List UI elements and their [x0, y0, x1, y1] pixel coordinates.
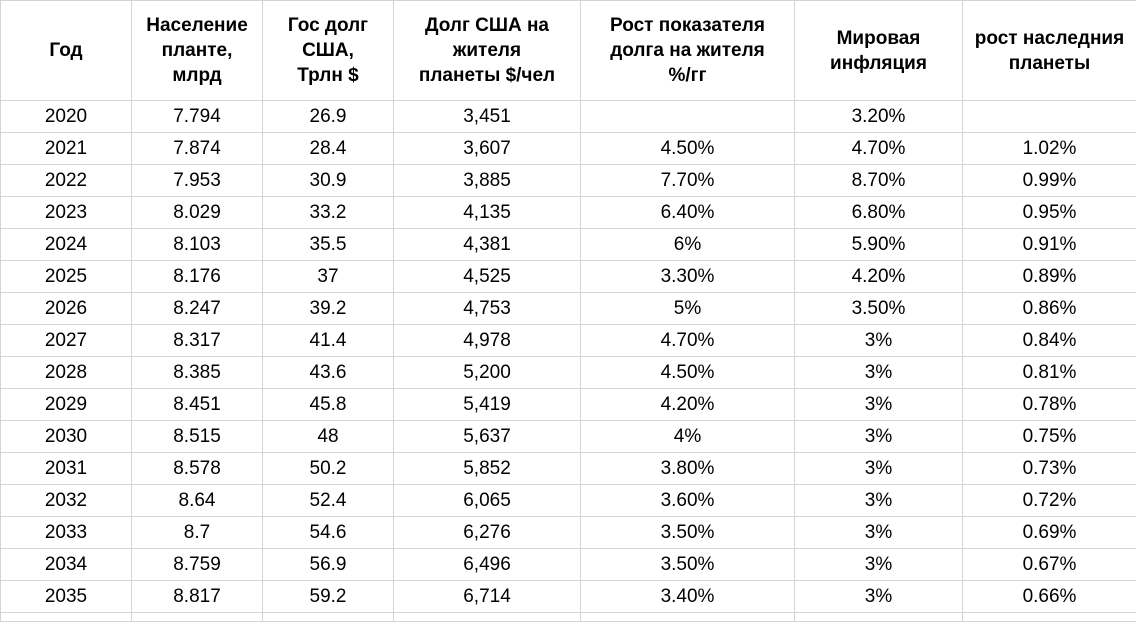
cell-world-inflation[interactable]: 3% — [795, 549, 963, 581]
cell-population-growth[interactable]: 0.84% — [963, 325, 1136, 357]
cell-world-inflation[interactable]: 3% — [795, 389, 963, 421]
header-cell-year[interactable] — [1, 1, 132, 101]
cell-year[interactable]: 2031 — [1, 453, 132, 485]
header-cell-population-growth[interactable] — [963, 1, 1136, 101]
table-row — [1, 581, 1136, 613]
table-row — [1, 293, 1136, 325]
cell-debt-growth[interactable]: 4% — [581, 421, 795, 453]
cell-population[interactable]: 8.515 — [132, 421, 263, 453]
cell-us-debt[interactable]: 28.4 — [263, 133, 394, 165]
cell-world-inflation[interactable]: 6.80% — [795, 197, 963, 229]
cell-debt-per-capita[interactable]: 5,637 — [394, 421, 581, 453]
header-cell-debt-growth[interactable] — [581, 1, 795, 101]
cell-year[interactable]: 2034 — [1, 549, 132, 581]
header-label: Рост показателя долга на жителя %/гг — [610, 15, 765, 86]
cell-debt-growth[interactable]: 3.80% — [581, 453, 795, 485]
cell-us-debt[interactable]: 37 — [263, 261, 394, 293]
cell-population-growth[interactable]: 0.75% — [963, 421, 1136, 453]
cell-population-growth[interactable]: 0.95% — [963, 197, 1136, 229]
cell-us-debt[interactable]: 26.9 — [263, 101, 394, 133]
cell-debt-growth[interactable]: 5% — [581, 293, 795, 325]
table-row — [1, 389, 1136, 421]
empty-cell[interactable] — [132, 613, 263, 622]
empty-cell[interactable] — [263, 613, 394, 622]
cell-population-growth[interactable]: 0.89% — [963, 261, 1136, 293]
cell-debt-per-capita[interactable]: 5,200 — [394, 357, 581, 389]
cell-debt-per-capita[interactable]: 4,135 — [394, 197, 581, 229]
cell-debt-growth[interactable]: 3.40% — [581, 581, 795, 613]
cell-population-growth[interactable]: 1.02% — [963, 133, 1136, 165]
cell-population[interactable]: 8.578 — [132, 453, 263, 485]
cell-world-inflation[interactable]: 3% — [795, 325, 963, 357]
empty-cell[interactable] — [394, 613, 581, 622]
cell-us-debt[interactable]: 43.6 — [263, 357, 394, 389]
empty-cell[interactable] — [1, 613, 132, 622]
cell-debt-per-capita[interactable]: 3,607 — [394, 133, 581, 165]
cell-us-debt[interactable]: 30.9 — [263, 165, 394, 197]
cell-debt-per-capita[interactable]: 6,714 — [394, 581, 581, 613]
table-row — [1, 357, 1136, 389]
cell-year[interactable]: 2021 — [1, 133, 132, 165]
cell-world-inflation[interactable]: 8.70% — [795, 165, 963, 197]
table-row — [1, 165, 1136, 197]
cell-year[interactable]: 2022 — [1, 165, 132, 197]
cell-year[interactable]: 2027 — [1, 325, 132, 357]
cell-population[interactable]: 7.874 — [132, 133, 263, 165]
cell-population[interactable]: 8.7 — [132, 517, 263, 549]
cell-debt-per-capita[interactable]: 4,978 — [394, 325, 581, 357]
cell-debt-per-capita[interactable]: 6,065 — [394, 485, 581, 517]
cell-world-inflation[interactable]: 4.70% — [795, 133, 963, 165]
cell-population[interactable]: 8.451 — [132, 389, 263, 421]
cell-population[interactable]: 8.029 — [132, 197, 263, 229]
header-label: Гос долг США, Трлн $ — [287, 15, 369, 86]
cell-us-debt[interactable]: 48 — [263, 421, 394, 453]
table-row — [1, 485, 1136, 517]
cell-year[interactable]: 2030 — [1, 421, 132, 453]
cell-debt-growth[interactable]: 4.20% — [581, 389, 795, 421]
header-cell-world-inflation[interactable] — [795, 1, 963, 101]
empty-cell[interactable] — [963, 613, 1136, 622]
cell-debt-growth[interactable]: 4.50% — [581, 133, 795, 165]
cell-year[interactable]: 2023 — [1, 197, 132, 229]
cell-population-growth[interactable]: 0.81% — [963, 357, 1136, 389]
table-row — [1, 421, 1136, 453]
cell-population-growth[interactable]: 0.78% — [963, 389, 1136, 421]
header-label: Население планте, млрд — [146, 15, 248, 86]
cell-year[interactable]: 2020 — [1, 101, 132, 133]
cell-us-debt[interactable]: 39.2 — [263, 293, 394, 325]
cell-debt-growth[interactable]: 4.70% — [581, 325, 795, 357]
header-label: рост наследния планеты — [974, 27, 1125, 74]
empty-cell[interactable] — [581, 613, 795, 622]
table-row — [1, 549, 1136, 581]
table-row — [1, 197, 1136, 229]
cell-debt-per-capita[interactable]: 4,381 — [394, 229, 581, 261]
cell-world-inflation[interactable]: 5.90% — [795, 229, 963, 261]
cell-debt-per-capita[interactable]: 6,496 — [394, 549, 581, 581]
cell-population-growth[interactable]: 0.72% — [963, 485, 1136, 517]
cell-world-inflation[interactable]: 3% — [795, 421, 963, 453]
cell-population-growth[interactable]: 0.69% — [963, 517, 1136, 549]
cell-us-debt[interactable]: 50.2 — [263, 453, 394, 485]
cell-debt-per-capita[interactable]: 5,852 — [394, 453, 581, 485]
cell-population[interactable]: 8.247 — [132, 293, 263, 325]
cell-year[interactable]: 2025 — [1, 261, 132, 293]
cell-year[interactable]: 2029 — [1, 389, 132, 421]
header-cell-us-debt[interactable] — [263, 1, 394, 101]
cell-world-inflation[interactable]: 3% — [795, 581, 963, 613]
cell-debt-growth[interactable]: 4.50% — [581, 357, 795, 389]
cell-debt-per-capita[interactable]: 3,885 — [394, 165, 581, 197]
cell-us-debt[interactable]: 35.5 — [263, 229, 394, 261]
cell-population-growth[interactable]: 0.99% — [963, 165, 1136, 197]
cell-debt-growth[interactable]: 7.70% — [581, 165, 795, 197]
cell-debt-growth[interactable]: 3.50% — [581, 517, 795, 549]
cell-debt-per-capita[interactable]: 5,419 — [394, 389, 581, 421]
cell-population[interactable]: 7.794 — [132, 101, 263, 133]
cell-us-debt[interactable]: 52.4 — [263, 485, 394, 517]
cell-population-growth[interactable]: 0.86% — [963, 293, 1136, 325]
cell-debt-per-capita[interactable]: 6,276 — [394, 517, 581, 549]
table-row — [1, 517, 1136, 549]
cell-debt-growth[interactable]: 3.30% — [581, 261, 795, 293]
header-row — [1, 1, 1136, 101]
cell-population[interactable]: 7.953 — [132, 165, 263, 197]
cell-year[interactable]: 2032 — [1, 485, 132, 517]
header-label: Мировая инфляция — [830, 27, 927, 74]
cell-world-inflation[interactable]: 3.50% — [795, 293, 963, 325]
cell-year[interactable]: 2028 — [1, 357, 132, 389]
table-row — [1, 101, 1136, 133]
header-label: Долг США на жителя планеты $/чел — [418, 15, 556, 86]
cell-population-growth[interactable]: 0.91% — [963, 229, 1136, 261]
cell-debt-per-capita[interactable]: 3,451 — [394, 101, 581, 133]
partial-empty-row — [1, 613, 1136, 622]
empty-cell[interactable] — [795, 613, 963, 622]
cell-population-growth[interactable] — [963, 101, 1136, 133]
cell-population[interactable]: 8.317 — [132, 325, 263, 357]
cell-us-debt[interactable]: 59.2 — [263, 581, 394, 613]
header-cell-debt-per-capita[interactable] — [394, 1, 581, 101]
header-cell-population[interactable] — [132, 1, 263, 101]
cell-us-debt[interactable]: 56.9 — [263, 549, 394, 581]
cell-year[interactable]: 2024 — [1, 229, 132, 261]
cell-world-inflation[interactable]: 3% — [795, 357, 963, 389]
cell-population[interactable]: 8.64 — [132, 485, 263, 517]
cell-debt-growth[interactable]: 6.40% — [581, 197, 795, 229]
cell-year[interactable]: 2033 — [1, 517, 132, 549]
cell-debt-per-capita[interactable]: 4,753 — [394, 293, 581, 325]
cell-population[interactable]: 8.817 — [132, 581, 263, 613]
cell-world-inflation[interactable]: 3% — [795, 517, 963, 549]
cell-year[interactable]: 2026 — [1, 293, 132, 325]
cell-population[interactable]: 8.759 — [132, 549, 263, 581]
cell-world-inflation[interactable]: 3.20% — [795, 101, 963, 133]
cell-us-debt[interactable]: 33.2 — [263, 197, 394, 229]
cell-world-inflation[interactable]: 4.20% — [795, 261, 963, 293]
table-row — [1, 133, 1136, 165]
cell-us-debt[interactable]: 54.6 — [263, 517, 394, 549]
cell-debt-growth[interactable]: 3.50% — [581, 549, 795, 581]
cell-year[interactable]: 2035 — [1, 581, 132, 613]
cell-debt-per-capita[interactable]: 4,525 — [394, 261, 581, 293]
table-body — [1, 101, 1136, 622]
cell-us-debt[interactable]: 45.8 — [263, 389, 394, 421]
cell-debt-growth[interactable]: 6% — [581, 229, 795, 261]
table-row — [1, 261, 1136, 293]
cell-population[interactable]: 8.176 — [132, 261, 263, 293]
cell-us-debt[interactable]: 41.4 — [263, 325, 394, 357]
cell-debt-growth[interactable] — [581, 101, 795, 133]
cell-population-growth[interactable]: 0.73% — [963, 453, 1136, 485]
table-row — [1, 325, 1136, 357]
cell-population-growth[interactable]: 0.67% — [963, 549, 1136, 581]
cell-world-inflation[interactable]: 3% — [795, 453, 963, 485]
cell-debt-growth[interactable]: 3.60% — [581, 485, 795, 517]
cell-population[interactable]: 8.103 — [132, 229, 263, 261]
cell-population[interactable]: 8.385 — [132, 357, 263, 389]
table-row — [1, 229, 1136, 261]
cell-population-growth[interactable]: 0.66% — [963, 581, 1136, 613]
header-label: Год — [49, 40, 83, 61]
cell-world-inflation[interactable]: 3% — [795, 485, 963, 517]
table-row — [1, 453, 1136, 485]
